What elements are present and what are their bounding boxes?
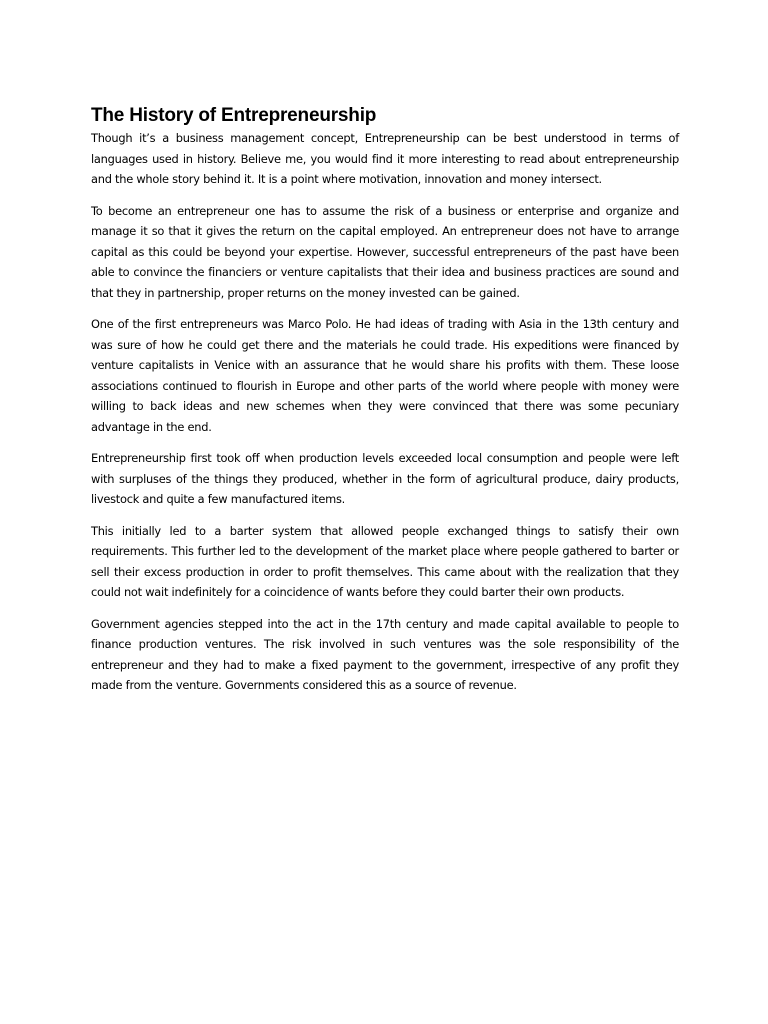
document-page	[91, 105, 679, 707]
paragraph-3: One of the first entrepreneurs was Marco Polo. He had ideas of trading with Asia in the 13th century and was sure of how he could get there and the materials he could trade. His expeditions were financed by venture capitalists in Venice with an assurance that he would share his profits with them. These loose associations continued to flourish in Europe and other parts of the world where people with money were willing to back ideas and new schemes when they were convinced that there was some pecuniary advantage in the end.	[91, 317, 679, 434]
paragraph-4: Entrepreneurship first took off when production levels exceeded local consumption and people were left with surpluses of the things they produced, whether in the form of agricultural produce, dairy products, livestock and quite a few manufactured items.	[91, 451, 679, 506]
document-title: The History of Entrepreneurship	[91, 105, 377, 126]
paragraph-5: This initially led to a barter system that allowed people exchanged things to satisfy their own requirements. This further led to the development of the market place where people gathered to barter or sell their excess production in order to profit themselves. This came about with the realization that they could not wait indefinitely for a coincidence of wants before they could barter their own products.	[91, 523, 679, 599]
paragraph-2: To become an entrepreneur one has to assume the risk of a business or enterprise and organize and manage it so that it gives the return on the capital employed. An entrepreneur does not have to arrange capital as this could be beyond your expertise. However, successful entrepreneurs of the past have been able to convince the financiers or venture capitalists that their idea and business practices are sound and that they in partnership, proper returns on the money invested can be gained.	[91, 203, 679, 300]
paragraph-6: Government agencies stepped into the act in the 17th century and made capital available to people to finance production ventures. The risk involved in such ventures was the sole responsibility of the entrepreneur and they had to make a fixed payment to the government, irrespective of any profit they made from the venture. Governments considered this as a source of revenue.	[91, 616, 679, 692]
paragraph-1: Though it’s a business management concept, Entrepreneurship can be best understood in terms of languages used in history. Believe me, you would find it more interesting to read about entrepreneurship and the whole story behind it. It is a point where motivation, innovation and money intersect.	[91, 131, 679, 186]
